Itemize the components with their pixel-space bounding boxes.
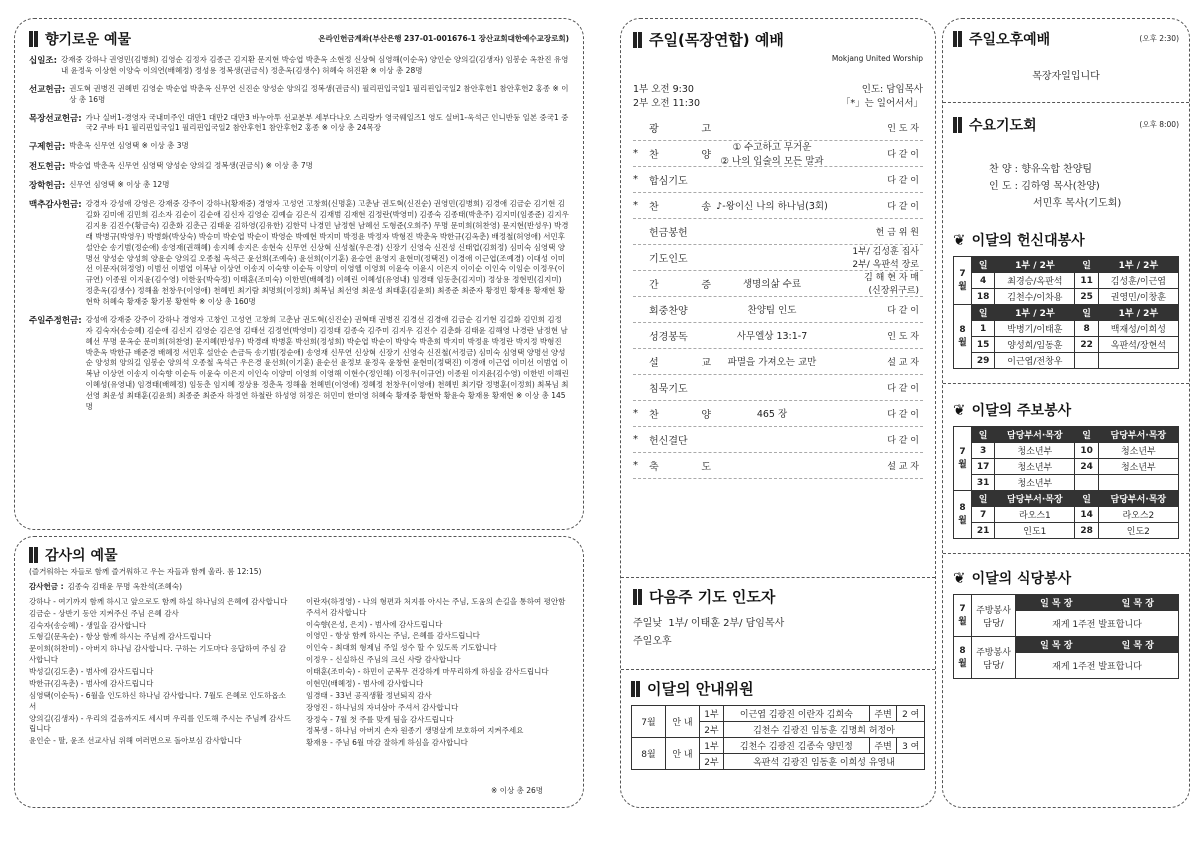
table-cell: 18	[972, 289, 995, 305]
order-person: 다 같 이	[887, 149, 919, 160]
header-cell: 일 목 장	[1016, 595, 1097, 611]
table-cell: 8	[1075, 321, 1098, 337]
offering-names: 권도혁 권병진 권혜빈 김영순 박순엽 박춘옥 신무연 신진순 양성순 양의길 정복생(권금식) 필리핀입국일1 필리핀입국일2 참안후헌1 참안후헌2 홍종 ※ 이상 총 16명	[69, 83, 569, 104]
table-cell: 15	[972, 337, 995, 353]
time-second: 2부 오전 11:30	[633, 97, 700, 109]
usher-row	[632, 706, 925, 722]
cafe-text: 재게 1주전 발표합니다	[1016, 653, 1179, 679]
table-cell: 옥판석/장현석	[1098, 337, 1178, 353]
order-name: 침묵기도	[649, 383, 688, 395]
offering-row	[29, 113, 569, 135]
right-panel	[942, 18, 1190, 808]
order-content: 생명의삶 수료	[742, 279, 802, 291]
order-name: 헌금봉헌	[649, 227, 688, 239]
cafeteria-title: 이달의 식당봉사	[971, 571, 1072, 587]
table-cell	[1075, 353, 1098, 369]
table-cell: 21	[972, 523, 995, 539]
header-cell: 일	[1075, 491, 1098, 507]
worship-leader: 인도: 담임목사	[861, 83, 923, 95]
order-name: 축 도	[649, 461, 711, 473]
offering-list	[29, 55, 569, 413]
header-cell: 일 목 장	[1016, 637, 1097, 653]
table-cell: 권영민/이창훈	[1098, 289, 1178, 305]
thanks-entry: 이태훈(조미숙) - 하민이 군복무 건강하게 마무리하게 하심을 감사드립니다	[306, 667, 549, 676]
header-cell: 담당부서·목장	[995, 491, 1075, 507]
header-cell: 일 목 장	[1097, 637, 1179, 653]
wednesday-time: (오후 8:00)	[1139, 119, 1179, 129]
order-row	[633, 323, 923, 349]
month-cell: 8월	[954, 491, 972, 539]
table-cell: 31	[972, 475, 995, 491]
offering-label: 장학헌금:	[29, 180, 66, 191]
next-prayer-title: 다음주 기도 인도자	[649, 588, 776, 606]
order-star: *	[633, 459, 638, 471]
order-content: 사무엘상 13:1-7	[736, 331, 808, 343]
devotion-table	[953, 256, 1179, 369]
order-row	[633, 375, 923, 401]
usher-part: 1부	[700, 706, 724, 722]
usher-part: 2부	[700, 722, 724, 738]
order-row	[633, 193, 923, 219]
thanks-entry: 김숙자(송승혜) - 생일을 감사합니다	[29, 620, 147, 630]
order-person: 설 교 자	[887, 357, 919, 368]
header-cell: 담당부서·목장	[1098, 427, 1178, 443]
thanks-entry: 이숙향(은성, 은지) - 범사에 감사드립니다	[306, 619, 443, 629]
order-row	[633, 401, 923, 427]
usher-names: 옥판석 김광진 임동훈 이희성 유영내	[724, 754, 925, 770]
order-content: ♪-왕이신 나의 하나님(3회)	[716, 201, 828, 213]
offering-row	[29, 55, 569, 77]
table-row	[954, 443, 1179, 459]
thanks-entry: 강하나 - 여기까지 함께 하시고 앞으로도 함께 하실 하나님의 은혜에 감사합니다	[29, 596, 288, 606]
order-person: 헌 금 위 원	[875, 227, 919, 238]
offering-names: 신무연 심영택 ※ 이상 총 12명	[69, 179, 170, 189]
thanks-panel	[14, 536, 584, 808]
header-cell: 일	[972, 491, 995, 507]
usher-names: 김천수 김광진 김종숙 양민정	[724, 738, 870, 754]
worship-english: Mokjang United Worship	[831, 54, 923, 63]
usher-row	[632, 738, 925, 754]
thanks-right-column	[306, 597, 569, 750]
ushers-title: 이달의 안내위원	[647, 680, 754, 698]
table-cell: 청소년부	[995, 475, 1075, 491]
table-cell: 청소년부	[1098, 443, 1178, 459]
thanks-entry: 심영택(이순득) - 6월을 인도하신 하나님 감사합니다. 7월도 은혜로 인도하옵소서	[29, 690, 286, 711]
thanks-entry: 임경태 - 33년 공직생활 정년퇴직 감사	[306, 690, 432, 700]
offerings-title: 향기로운 예물	[45, 32, 132, 48]
order-star: *	[633, 173, 638, 185]
month-cell: 7월	[954, 257, 972, 305]
offering-names: 강경자 강성애 강영은 강재중 강주이 강하나(황재중) 경영자 고성연 고창희(신명훈) 고춘남 권도혁(신진순) 권영민(김병희) 김경애 김금순 김기현 김길화 김미애 김민희 김소자 김순이 김순애 김신자 김영순 김예슬 김은식 김재범 김재현 김정란(박영미) 김종숙 김종태(박춘주) 김지미(임종준) 김지우 김지용 김진수(황금숙) 김춘화 김춘근 김태윤 김하영(김유한) 김한덕 나경민 남정현 남혜선 도형준(오희주) 무명 문미희(허찬영) 문지현(반성우) 박경래 박병규(박영우) 박병화(박상숙) 박승미 박순엽 박순이 박영순 박예현 박지미 박정윤 박정자 박형진 박춘옥 박한규(김옥춘) 배정철(허영애) 서민후 설안순 송기범(정순애) 송영재(권해혜) 송지혜 송지은 송현숙 신무연 신상혁 신성철(우은경) 신장기 신영숙 신진성 신태업(김희정) 심미숙 심영택 양명선 양성순 양성희 양윤순 양의길 오종철 옥석근 윤선희(조예숙) 윤선희(이기훈) 윤승연 윤영지 윤현미(정택진) 이경애 이근엽(조예경) 이대성 이미선 이문자(허정영) 이범선 이범엽 이복남 이상연 이송지 이숙향 이순득 이양미 이영헬 이영희 이윤숙 이윤시 이은지 이이순 이인숙 이임순 이정우(이규연) 이종원 이지윤(김수영) 이한웅(박숙정) 이태훈(조미숙) 이한빈(배혜정) 이혜린 이혜성(유영내) 임경태 임동춘(김지미) 정상용 정현빈(김지미) 정춘옥(김생수) 정해율 천창우(이영애) 천혜빈 최기람 최명희(이정희) 최복님 최선영 최운성 최태훈(김윤희) 최종준 최준자 황정민 황재용 황재현 황현학 허혜숙 황재중 황기봉 황현학 ※ 이상 총 160명	[85, 199, 569, 307]
bulletin-title: 이달의 주보봉사	[971, 403, 1072, 419]
wednesday-prayer: 서민후 목사(기도회)	[1033, 198, 1122, 209]
next-prayer-value-1: 1부/ 이태훈 2부/ 담임목사	[668, 618, 785, 629]
thanks-entry: 이인숙 - 최대희 형제님 주일 성수 할 수 있도록 기도합니다	[306, 643, 497, 653]
table-cell: 22	[1075, 337, 1098, 353]
table-cell: 인도1	[995, 523, 1075, 539]
table-cell: 청소년부	[1098, 459, 1178, 475]
header-cell: 일	[1075, 427, 1098, 443]
offerings-panel	[14, 18, 584, 530]
stand-note: 「*」는 일어서서」	[840, 97, 923, 109]
wednesday-leader: 인 도 : 김하영 목사(찬양)	[989, 181, 1100, 192]
thanks-entry: 이현민(배혜정) - 범사에 감사합니다	[306, 678, 424, 688]
table-cell: 4	[972, 273, 995, 289]
header-cell: 1부 / 2부	[995, 257, 1075, 273]
thanks-entry: 이정우 - 신실하신 주님의 크신 사랑 감사합니다	[306, 655, 461, 665]
table-cell: 28	[1075, 523, 1098, 539]
order-row	[633, 141, 923, 167]
table-cell: 17	[972, 459, 995, 475]
usher-part: 1부	[700, 738, 724, 754]
order-name: 찬 송	[649, 201, 711, 213]
order-content: ① 수고하고 무거운 ② 나의 입술의 모든 말과	[720, 142, 824, 168]
thanks-title: 감사의 예물	[45, 548, 118, 564]
order-row	[633, 297, 923, 323]
header-cell: 일 목 장	[1097, 595, 1179, 611]
thanks-entry: 이영민 - 항상 함께 하시는 주님, 은혜를 감사드립니다	[306, 631, 480, 641]
table-cell: 24	[1075, 459, 1098, 475]
heading-bar-icon	[633, 589, 637, 605]
table-row	[954, 523, 1179, 539]
order-person: 다 같 이	[887, 175, 919, 186]
table-cell	[1075, 475, 1098, 491]
order-person: 설 교 자	[887, 461, 919, 472]
usher-t: 2 여	[897, 706, 925, 722]
month-cell: 7월	[954, 595, 972, 637]
usher-names: 김천수 김광진 임동훈 김명희 허정아	[724, 722, 925, 738]
heading-bar-icon	[631, 681, 635, 697]
table-cell: 인도2	[1098, 523, 1178, 539]
thanks-total: ※ 이상 총 26명	[491, 786, 543, 796]
order-content: 찬양팀 인도	[747, 305, 797, 317]
header-cell: 1부 / 2부	[995, 305, 1075, 321]
thanks-entry: 양의길(김생자) - 우리의 걸음까지도 세시며 우리를 인도해 주시는 주님께 감사드립니다	[29, 713, 291, 734]
thanks-entry: 장영진 - 하나님의 자녀삼아 주셔서 감사합니다	[306, 702, 459, 712]
order-person: 김 해 현 자 매 (신장위구르)	[864, 273, 919, 297]
offering-row	[29, 180, 569, 192]
offering-names: 가나 실버1-경영자 국내미주인 대만1 대만2 대만3 바누아투 선교분부 세부다나오 스리랑카 영국웨일즈1 영도 실버1-욱석근 인니반둥 일본 중국1 중국2 쿠바 타1 필리핀입국일1 필리핀입국일2 참안후헌1 참안후헌2 홍종 ※ 이상 총 24목장	[85, 112, 569, 133]
offering-row	[29, 84, 569, 106]
table-cell: 최경승/옥판석	[995, 273, 1075, 289]
table-cell: 김성훈/이근엽	[1098, 273, 1178, 289]
order-person: 다 같 이	[887, 435, 919, 446]
thanks-entry: 박성길(김도춘) - 범사에 감사드립니다	[29, 667, 154, 676]
order-row	[633, 167, 923, 193]
usher-t: 3 여	[897, 738, 925, 754]
order-star: *	[633, 433, 638, 445]
usher-role: 안 내	[666, 706, 700, 738]
header-cell: 담당부서·목장	[995, 427, 1075, 443]
table-cell: 백재성/이희성	[1098, 321, 1178, 337]
table-cell: 박병기/이태훈	[995, 321, 1075, 337]
thanks-label: 감사헌금 :	[29, 581, 64, 591]
order-star: *	[633, 199, 638, 211]
offering-names: 박춘옥 신무연 심영택 ※ 이상 총 3명	[69, 141, 189, 151]
table-cell: 김천수/이차용	[995, 289, 1075, 305]
next-prayer-label-1: 주일낮	[633, 618, 662, 629]
leaf-icon: ❦	[953, 569, 966, 587]
order-row	[633, 245, 923, 271]
offering-row	[29, 315, 569, 413]
table-cell	[1098, 475, 1178, 491]
thanks-entry: 도형길(문옥순) - 항상 함께 하시는 주님께 감사드립니다	[29, 632, 212, 642]
header-cell: 일	[1075, 257, 1098, 273]
table-cell: 청소년부	[995, 443, 1075, 459]
table-cell: 10	[1075, 443, 1098, 459]
order-row	[633, 349, 923, 375]
order-person: 다 같 이	[887, 409, 919, 420]
table-cell: 이근엽/전창우	[995, 353, 1075, 369]
thanks-first: 김종숙 김태윤 무명 옥찬석(조혜숙)	[67, 581, 183, 591]
offering-label: 십일조:	[29, 56, 58, 66]
order-name: 합심기도	[649, 175, 688, 187]
offering-row	[29, 161, 569, 173]
devotion-title: 이달의 헌신대봉사	[971, 233, 1085, 249]
offering-label: 선교헌금:	[29, 84, 66, 95]
cafe-role: 주방봉사 담당/	[972, 637, 1016, 679]
header-cell: 일	[972, 257, 995, 273]
table-row	[954, 289, 1179, 305]
order-name: 간 증	[649, 279, 711, 291]
table-row	[954, 475, 1179, 491]
table-cell: 7	[972, 507, 995, 523]
table-row	[954, 273, 1179, 289]
afternoon-time: (오후 2:30)	[1139, 33, 1179, 43]
bank-account: 온라인헌금계좌(부산은행 237-01-001676-1 장산교회대한예수교장로회)	[318, 33, 569, 43]
order-row	[633, 453, 923, 479]
month-cell: 7월	[954, 427, 972, 491]
cafe-text: 재게 1주전 발표합니다	[1016, 611, 1179, 637]
table-row	[954, 337, 1179, 353]
afternoon-title: 주일오후예배	[969, 32, 1051, 48]
wednesday-praise: 찬 양 : 향유옥합 찬양팀	[989, 164, 1093, 175]
thanks-entry: 윤인순 - 딸, 윤조 선교사님 위해 여러면으로 돌아보심 감사합니다	[29, 736, 242, 746]
order-name: 설 교	[649, 357, 711, 369]
thanks-entry: 황재용 - 주님 6월 마감 잘하게 하심을 감사합니다	[306, 738, 468, 748]
offering-label: 목장선교헌금:	[29, 113, 82, 124]
thanks-left-column	[29, 597, 292, 750]
offering-row	[29, 199, 569, 308]
thanks-entry: 이란자(하정영) - 나의 형편과 처지를 아시는 주님, 도움의 손길을 통하여 평안함 주셔서 감사합니다	[306, 596, 566, 617]
table-cell: 양성희/임동훈	[995, 337, 1075, 353]
table-cell: 라오스2	[1098, 507, 1178, 523]
order-star: *	[633, 147, 638, 159]
usher-month: 8월	[632, 738, 666, 770]
offering-row	[29, 141, 569, 153]
thanks-entry: 장정숙 - 7월 첫 주를 맞게 됨을 감사드립니다	[306, 714, 454, 724]
worship-panel	[620, 18, 936, 808]
order-name: 성경봉독	[649, 331, 688, 343]
table-cell: 11	[1075, 273, 1098, 289]
afternoon-text: 목장자일입니다	[1032, 71, 1100, 82]
month-cell: 8월	[954, 305, 972, 369]
heading-bar-icon	[633, 32, 637, 48]
usher-names: 이근엽 김광진 이란자 김희숙	[724, 706, 870, 722]
order-name: 찬 양	[649, 149, 711, 161]
order-person: 다 같 이	[887, 383, 919, 394]
order-person: 인 도 자	[887, 331, 919, 342]
thanks-entry: 문이희(허찬미) - 아버지 하나님 감사합니다. 구하는 기도마다 응답하여 주심 감사합니다	[29, 644, 286, 665]
bulletin-table	[953, 426, 1179, 539]
order-person: 다 같 이	[887, 201, 919, 212]
table-row	[954, 321, 1179, 337]
order-row	[633, 115, 923, 141]
order-row	[633, 427, 923, 453]
usher-month: 7월	[632, 706, 666, 738]
order-name: 기도인도	[649, 253, 688, 265]
offering-label: 구제헌금:	[29, 142, 66, 153]
heading-bar-icon	[29, 547, 33, 563]
usher-part: 2부	[700, 754, 724, 770]
order-star: *	[633, 407, 638, 419]
order-content: 파멸을 가져오는 교만	[727, 357, 817, 369]
heading-bar-icon	[29, 31, 33, 47]
header-cell: 1부 / 2부	[1098, 257, 1178, 273]
order-person: 다 같 이	[887, 305, 919, 316]
order-name: 회중찬양	[649, 305, 688, 317]
order-content: 465 장	[756, 409, 788, 421]
offering-label: 맥추감사헌금:	[29, 200, 82, 211]
order-row	[633, 219, 923, 245]
usher-tag: 주변	[869, 706, 897, 722]
table-cell: 25	[1075, 289, 1098, 305]
order-person: 1부/ 김성훈 집사 2부/ 옥판석 장로	[852, 247, 919, 271]
thanks-entry: 박한규(김옥춘) - 범사에 감사드립니다	[29, 678, 154, 688]
table-cell: 3	[972, 443, 995, 459]
table-cell: 29	[972, 353, 995, 369]
order-name: 헌신결단	[649, 435, 688, 447]
month-cell: 8월	[954, 637, 972, 679]
cafeteria-table	[953, 594, 1179, 679]
worship-order	[633, 115, 923, 479]
table-cell: 라오스1	[995, 507, 1075, 523]
thanks-entry: 김금순 - 상반기 동안 지켜주신 주님 은혜 감사	[29, 608, 179, 618]
heading-bar-icon	[953, 117, 957, 133]
worship-title: 주일(목장연합) 예배	[649, 31, 784, 49]
table-row	[954, 507, 1179, 523]
offering-names: 강성애 강재중 강주이 강하나 경영자 고창인 고성연 고창희 고춘남 권도혁(신진순) 권혁태 권병진 김경선 김경애 김금순 김기현 김길화 김민희 김정자 김숙자(송승혜) 김순애 김신지 김영순 김은영 김태선 김정연(박영미) 김정태 김종숙 김주미 김지우 김진수 김춘화 김태윤 김해영 나경란 남정현 남혜선 무명 문옥순 문미희(허찬영) 문지혜(반성우) 박경래 박병훈 박선희(정성희) 박순엽 박순이 박양숙 박춘희 박지미 박정윤 박정란 박지정 박형진 박춘옥 박한규 배준경 배혜정 서민후 설안순 손금득 송기범(정순애) 송영재 신무연 신상혁 신장기 신영숙 신진철(서정금) 심미숙 심영택 양명선 양성순 양성희 양의길 임봉순 양의석 오종철 옥석근 우은경 윤선희(이기훈) 윤순선 윤정보 윤정욱 윤창현 윤현미(정택진) 이경애 이근엽 이미선 이범엽 이복남 이상연 이송지 이숙향 이순득 이윤숙 이은지 이인숙 이양미 이영희 이영해 이현수(정인해) 이정우(이규연) 이종원 이지윤(김수영) 이한빈 이해린 이혜성(유영내) 임경태(배혜정) 임동춘 임지혜 정상용 정춘옥 정해율 천혜빈(이영애) 정혜정 천창우(이영애) 천혜빈 최기람 정병훈(이정희) 최복님 최선영 최운성 최태훈(김윤희) 최종준 최준자 하정연 하철란 하성영 허정은 허민미 한미영 허혜숙 황재중 황현학 황윤숙 황재용 황재현 ※ 이상 총 145명	[85, 314, 569, 411]
order-name: 찬 양	[649, 409, 711, 421]
usher-tag: 주변	[869, 738, 897, 754]
table-row	[954, 459, 1179, 475]
header-cell: 담당부서·목장	[1098, 491, 1178, 507]
order-name: 광 고	[649, 123, 711, 135]
heading-bar-icon	[953, 31, 957, 47]
offering-names: 박승엽 박춘옥 신무연 심영택 양성순 양의길 정복생(권금식) ※ 이상 총 7명	[69, 160, 313, 170]
leaf-icon: ❦	[953, 231, 966, 249]
table-cell: 1	[972, 321, 995, 337]
table-row	[954, 353, 1179, 369]
order-person: 인 도 자	[887, 123, 919, 134]
leaf-icon: ❦	[953, 401, 966, 419]
thanks-verse: (즐거워하는 자들로 함께 즐거워하고 우는 자들과 함께 울라. 롬 12:15)	[29, 567, 262, 576]
table-cell	[1098, 353, 1178, 369]
cafe-role: 주방봉사 담당/	[972, 595, 1016, 637]
thanks-entry: 정복생 - 하나님 아버지 손자 원종기 생명살게 보호하여 지켜주세요	[306, 726, 524, 736]
wednesday-title: 수요기도회	[969, 118, 1037, 134]
offering-label: 주일주정헌금:	[29, 315, 82, 326]
next-prayer-label-2: 주일오후	[633, 636, 672, 647]
table-cell: 청소년부	[995, 459, 1075, 475]
header-cell: 일	[1075, 305, 1098, 321]
table-cell: 14	[1075, 507, 1098, 523]
order-row	[633, 271, 923, 297]
offering-names: 강재중 강하나 권영민(김병희) 김영순 김정자 김종근 김지환 문지현 박승엽 박춘옥 소현정 신상혁 심영해(이순옥) 양인순 양의길(김생자) 임봉순 옥찬진 유영내 윤정욱 이상현 이양숙 이의연(배혜정) 정성용 정복생(권금식) 정춘옥(김생수) 허혜숙 허진환 ※ 이상 총 28명	[61, 55, 569, 75]
header-cell: 1부 / 2부	[1098, 305, 1178, 321]
time-first: 1부 오전 9:30	[633, 83, 694, 95]
ushers-table	[631, 705, 925, 770]
header-cell: 일	[972, 427, 995, 443]
offering-label: 전도헌금:	[29, 161, 66, 172]
header-cell: 일	[972, 305, 995, 321]
usher-role: 안 내	[666, 738, 700, 770]
